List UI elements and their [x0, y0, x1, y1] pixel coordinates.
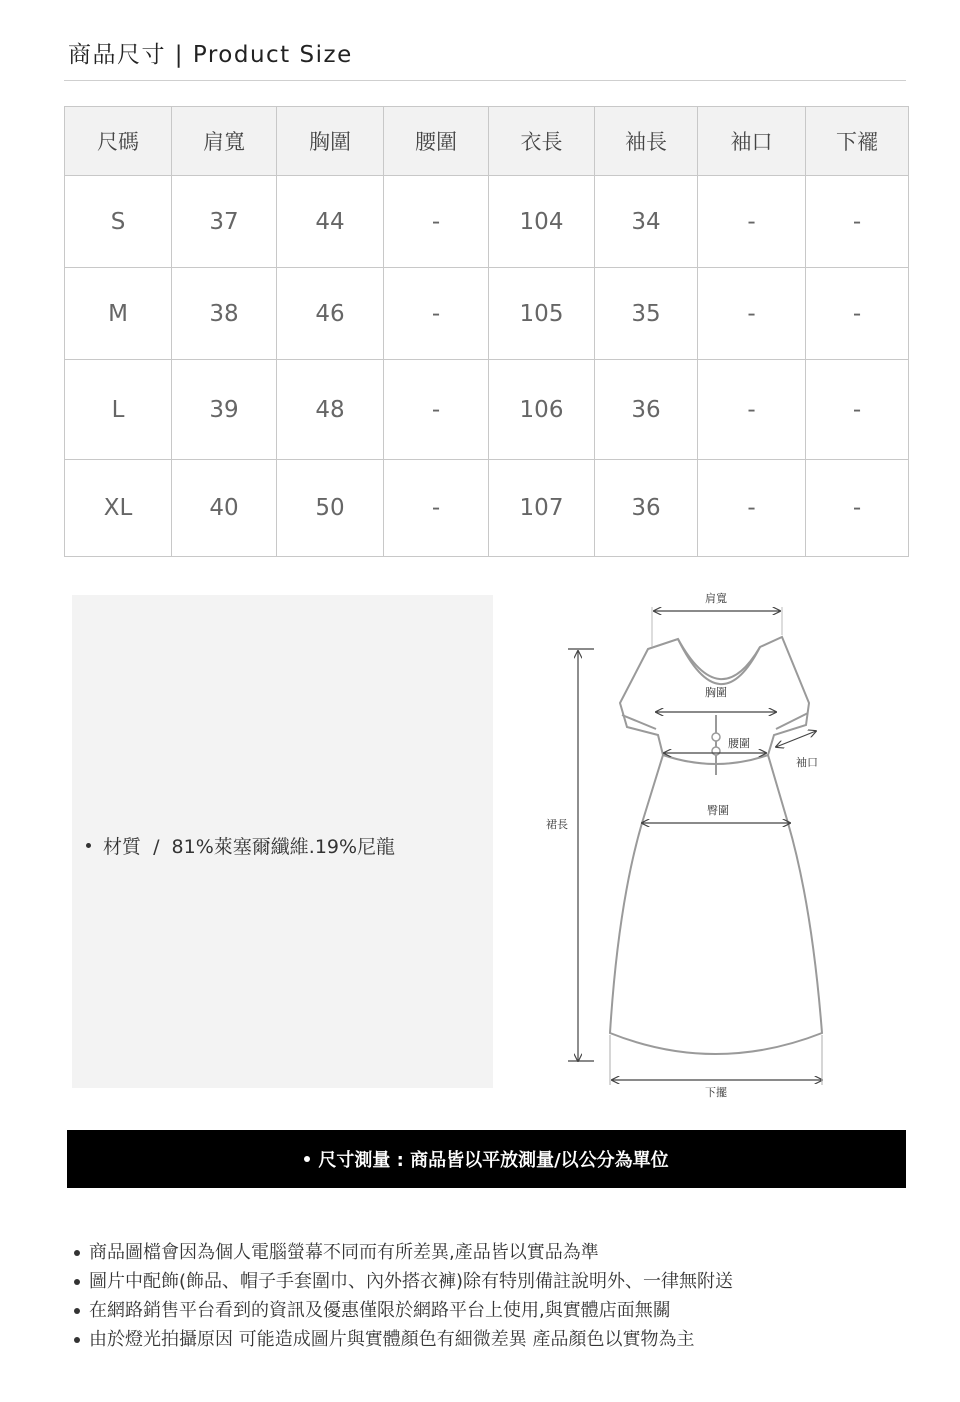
material-text: 材質 / 81%萊塞爾纖維.19%尼龍: [103, 836, 396, 858]
note-text: 商品圖檔會因為個人電腦螢幕不同而有所差異,產品皆以實品為準: [89, 1242, 599, 1263]
table-row: [65, 460, 909, 557]
table-row: [65, 268, 909, 360]
table-cell: 39: [172, 360, 277, 460]
column-header: 袖長: [595, 107, 698, 176]
table-cell: 46: [277, 268, 384, 360]
table-cell: -: [698, 360, 806, 460]
column-header: 袖口: [698, 107, 806, 176]
table-cell: 44: [277, 176, 384, 268]
material-info: [86, 832, 395, 859]
bullet-icon: [304, 1156, 310, 1162]
table-cell: M: [65, 268, 172, 360]
shoulder-label: 肩寬: [705, 592, 727, 605]
table-cell: -: [384, 360, 489, 460]
column-header: 衣長: [489, 107, 595, 176]
table-cell: 34: [595, 176, 698, 268]
table-cell: -: [806, 460, 909, 557]
bullet-icon: [74, 1279, 80, 1285]
list-item: [74, 1238, 733, 1267]
table-cell: 105: [489, 268, 595, 360]
table-row: [65, 360, 909, 460]
chest-label: 胸圍: [705, 686, 727, 699]
table-cell: -: [698, 176, 806, 268]
table-cell: 38: [172, 268, 277, 360]
dress-outline: [610, 637, 822, 1054]
list-item: [74, 1296, 733, 1325]
note-text: 在網路銷售平台看到的資訊及優惠僅限於網路平台上使用,與實體店面無關: [89, 1300, 671, 1321]
table-cell: -: [806, 176, 909, 268]
measurement-notice-bar: [67, 1130, 906, 1188]
notice-text: 尺寸測量 : 商品皆以平放測量/以公分為單位: [318, 1150, 669, 1171]
table-row: [65, 176, 909, 268]
bullet-icon: [74, 1308, 80, 1314]
page-title: 商品尺寸 | Product Size: [68, 42, 353, 68]
table-cell: 35: [595, 268, 698, 360]
table-cell: -: [384, 268, 489, 360]
bullet-icon: [86, 843, 91, 848]
table-cell: 36: [595, 460, 698, 557]
length-label: 裙長: [546, 818, 568, 831]
table-cell: -: [698, 460, 806, 557]
cuff-label: 袖口: [796, 756, 818, 769]
column-header: 腰圍: [384, 107, 489, 176]
list-item: [74, 1325, 733, 1354]
table-cell: 104: [489, 176, 595, 268]
dress-diagram-svg: [530, 585, 860, 1105]
waist-label: 腰圍: [728, 737, 750, 750]
table-cell: -: [806, 268, 909, 360]
table-cell: 40: [172, 460, 277, 557]
table-cell: 107: [489, 460, 595, 557]
column-header: 肩寬: [172, 107, 277, 176]
column-header: 尺碼: [65, 107, 172, 176]
notes-list: [74, 1238, 733, 1354]
table-cell: -: [806, 360, 909, 460]
material-panel: [72, 595, 493, 1088]
title-divider: [64, 80, 906, 81]
list-item: [74, 1267, 733, 1296]
table-cell: S: [65, 176, 172, 268]
dress-measurement-diagram: [530, 585, 860, 1105]
table-cell: -: [384, 176, 489, 268]
table-cell: 106: [489, 360, 595, 460]
size-chart-table: [64, 106, 909, 557]
table-cell: -: [384, 460, 489, 557]
hem-label: 下擺: [705, 1086, 727, 1099]
hip-label: 臀圍: [707, 804, 729, 817]
table-cell: XL: [65, 460, 172, 557]
bullet-icon: [74, 1250, 80, 1256]
note-text: 圖片中配飾(飾品、帽子手套圍巾、內外搭衣褲)除有特別備註說明外、一律無附送: [89, 1271, 734, 1292]
table-cell: -: [698, 268, 806, 360]
table-cell: 37: [172, 176, 277, 268]
note-text: 由於燈光拍攝原因 可能造成圖片與實體顏色有細微差異 產品顏色以實物為主: [89, 1329, 695, 1350]
table-cell: 48: [277, 360, 384, 460]
table-cell: L: [65, 360, 172, 460]
column-header: 下襬: [806, 107, 909, 176]
column-header: 胸圍: [277, 107, 384, 176]
table-header-row: [65, 107, 909, 176]
table-cell: 36: [595, 360, 698, 460]
bullet-icon: [74, 1337, 80, 1343]
table-cell: 50: [277, 460, 384, 557]
